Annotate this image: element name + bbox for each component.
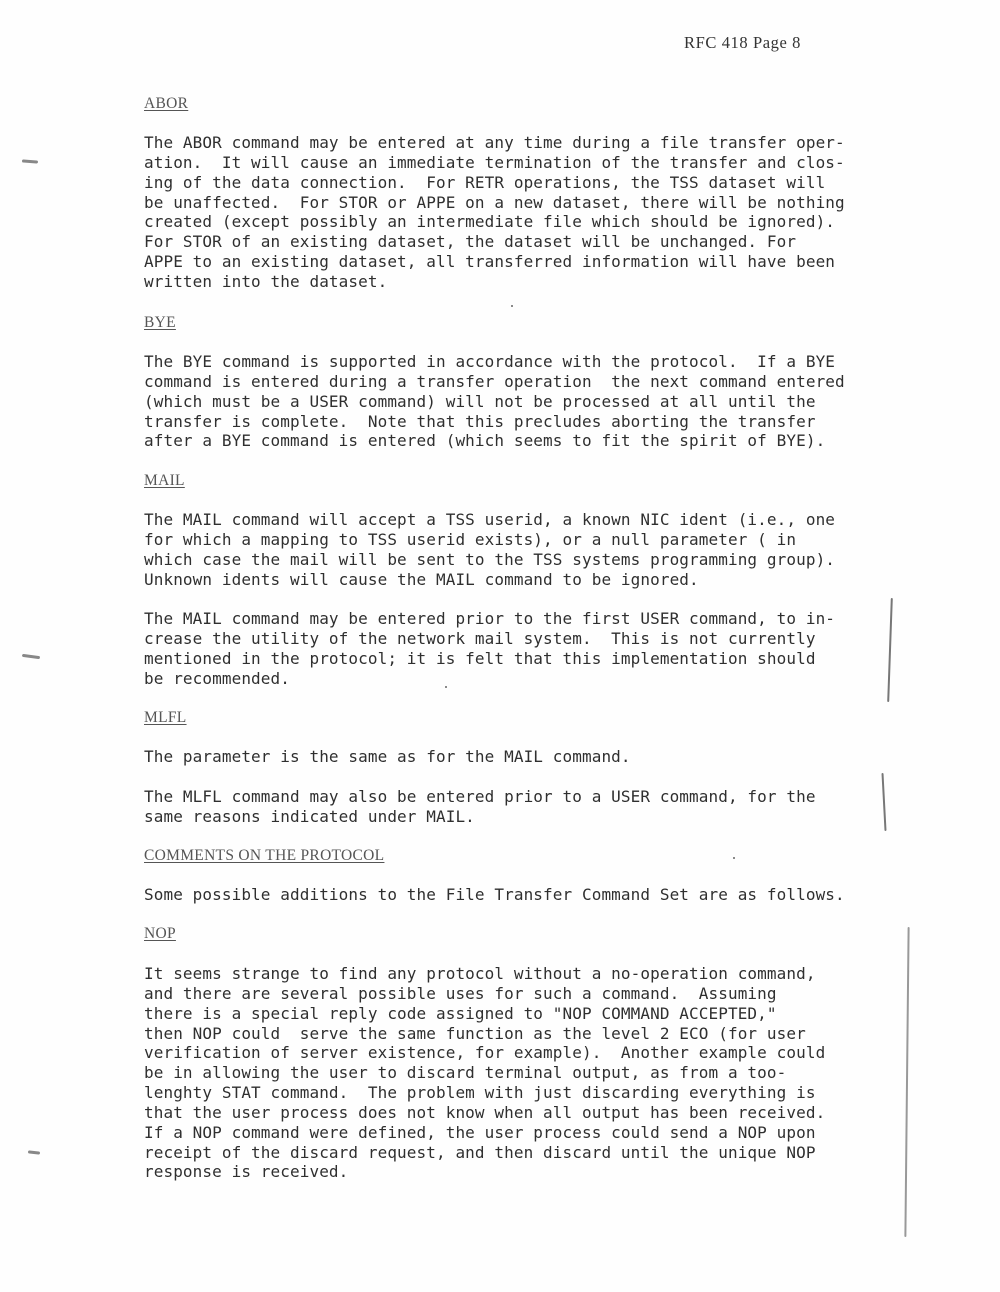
comments-paragraph: Some possible additions to the File Transfer Command Set are as follows. (144, 885, 845, 904)
bye-paragraph: The BYE command is supported in accordance with the protocol. If a BYE command is entered during a transfer operation the next command entered (which must be a USER command) will not be processed at all until the transfer is complete. Note that this precludes aborting the transfer after a BYE command is entered (which seems to fit the spirit of BYE). (144, 352, 845, 451)
mlfl-paragraph-2: The MLFL command may also be entered prior to a USER command, for the same reasons indicated under MAIL. (144, 787, 816, 826)
section-heading-abor: ABOR (144, 95, 189, 112)
page-header: RFC 418 Page 8 (684, 33, 802, 52)
scan-mark-left-2 (22, 654, 40, 659)
section-heading-mail: MAIL (144, 472, 185, 489)
nop-paragraph: It seems strange to find any protocol without a no-operation command, and there are several possible uses for such a command. Assuming there is a special reply code assigned to "NOP COMMAND ACCEPTED," then NOP could serve the same function as the level 2 ECO (for user verification of server existence, for example). Another example could be in allowing the user to discard terminal output, as from a too- lenghty STAT command. The problem with just discarding everything is that the user process does not know when all output has been received. If a NOP command were defined, the user process could send a NOP upon receipt of the discard request, and then discard until the unique NOP response is received. (144, 964, 826, 1182)
abor-paragraph: The ABOR command may be entered at any time during a file transfer oper- ation. It will cause an immediate termination of the transfer and clos- ing of the data connection. For RETR operations, the TSS dataset will be unaffected. For STOR or APPE on a new dataset, there will be nothing created (except possibly an intermediate file which should be ignored). For STOR of an existing dataset, the dataset will be unchanged. For APPE to an existing dataset, all transferred information will have been written into the dataset. (144, 133, 845, 291)
mail-paragraph-2: The MAIL command may be entered prior to the first USER command, to in- crease the utility of the network mail system. This is not currently mentioned in the protocol; it is felt that this implementation should be recommended. (144, 609, 836, 688)
scan-mark-left-1 (22, 159, 38, 163)
scan-speck (445, 686, 447, 688)
section-heading-comments: COMMENTS ON THE PROTOCOL (144, 847, 385, 864)
margin-line-3 (904, 927, 909, 1237)
mail-paragraph-1: The MAIL command will accept a TSS userid, a known NIC ident (i.e., one for which a mapping to TSS userid exists), or a null parameter ( in which case the mail will be sent to the TSS systems programming group). Unknown idents will cause the MAIL command to be ignored. (144, 510, 836, 589)
scan-speck (733, 857, 735, 859)
scan-mark-left-3 (28, 1150, 40, 1154)
margin-line-1 (887, 598, 893, 702)
section-heading-bye: BYE (144, 314, 176, 331)
scan-speck (511, 305, 513, 307)
section-heading-nop: NOP (144, 925, 176, 942)
mlfl-paragraph-1: The parameter is the same as for the MAIL command. (144, 747, 631, 766)
section-heading-mlfl: MLFL (144, 709, 187, 726)
